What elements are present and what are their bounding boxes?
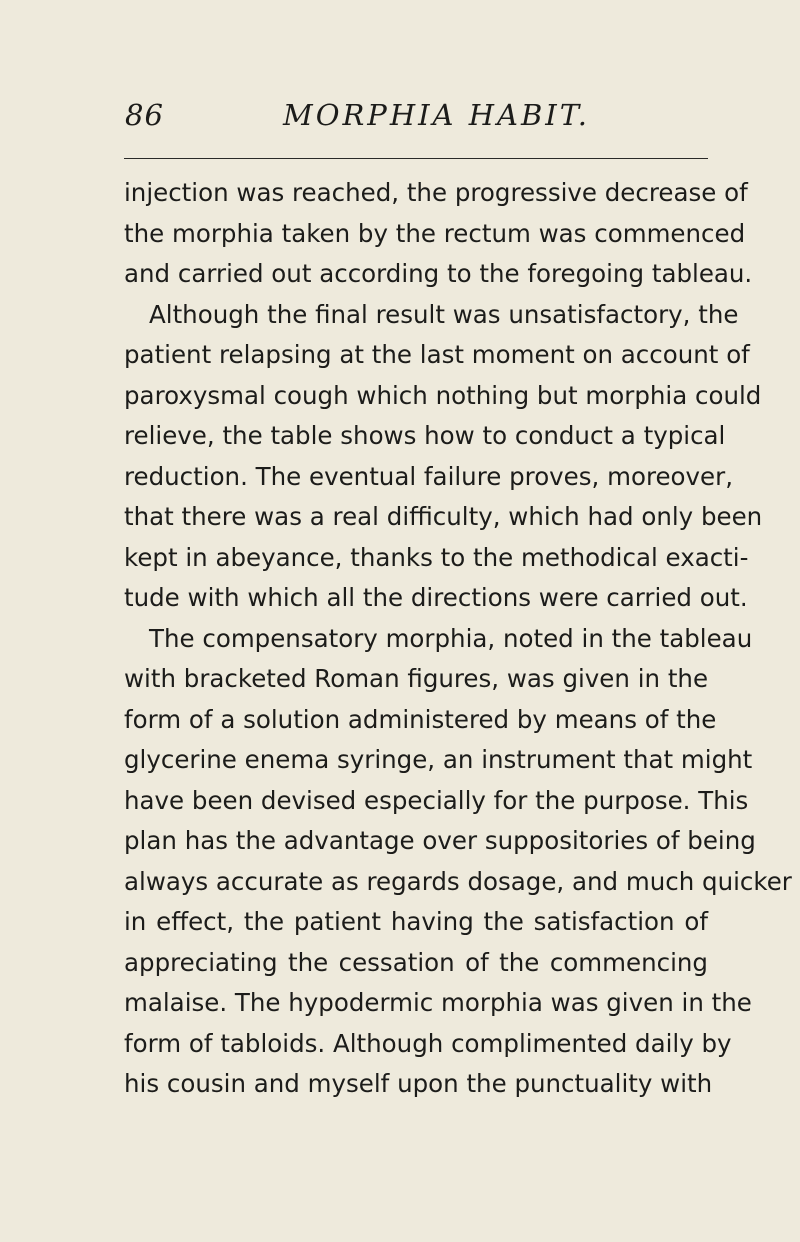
- text-line: tude with which all the directions were carried out.: [124, 583, 748, 612]
- running-title: MORPHIA HABIT.: [283, 98, 591, 132]
- text-line: his cousin and myself upon the punctuality with: [124, 1069, 713, 1098]
- text-line: injection was reached, the progressive decrease of: [124, 178, 748, 207]
- body-text: [124, 173, 792, 1105]
- page-header: [0, 92, 800, 138]
- text-line: appreciating the cessation of the commencing: [124, 947, 708, 977]
- text-line: form of tabloids. Although complimented daily by: [124, 1028, 732, 1058]
- text-line: Although the final result was unsatisfactory, the: [149, 299, 739, 329]
- text-line: that there was a real difficulty, which had only been: [124, 502, 763, 531]
- header-rule: [124, 158, 708, 159]
- text-line: with bracketed Roman figures, was given in the: [124, 664, 709, 693]
- text-line: The compensatory morphia, noted in the tableau: [149, 623, 753, 653]
- text-line: malaise. The hypodermic morphia was given in the: [124, 988, 752, 1017]
- text-line: in effect, the patient having the satisfaction of: [124, 907, 708, 936]
- text-line: plan has the advantage over suppositories of being: [124, 826, 756, 855]
- text-line: paroxysmal cough which nothing but morphia could: [124, 380, 762, 410]
- page-number: 86: [125, 98, 164, 132]
- text-line: have been devised especially for the purpose. This: [124, 785, 749, 815]
- text-line: the morphia taken by the rectum was commenced: [124, 218, 746, 248]
- text-line: always accurate as regards dosage, and much quicker: [124, 866, 792, 896]
- text-line: relieve, the table shows how to conduct a typical: [124, 421, 726, 450]
- text-line: glycerine enema syringe, an instrument that might: [124, 745, 753, 774]
- text-line: and carried out according to the foregoing tableau.: [124, 259, 753, 288]
- text-line: reduction. The eventual failure proves, moreover,: [124, 461, 733, 491]
- text-line: patient relapsing at the last moment on account of: [124, 340, 750, 369]
- text-line: form of a solution administered by means of the: [124, 704, 717, 734]
- text-line: kept in abeyance, thanks to the methodical exacti-: [124, 542, 749, 572]
